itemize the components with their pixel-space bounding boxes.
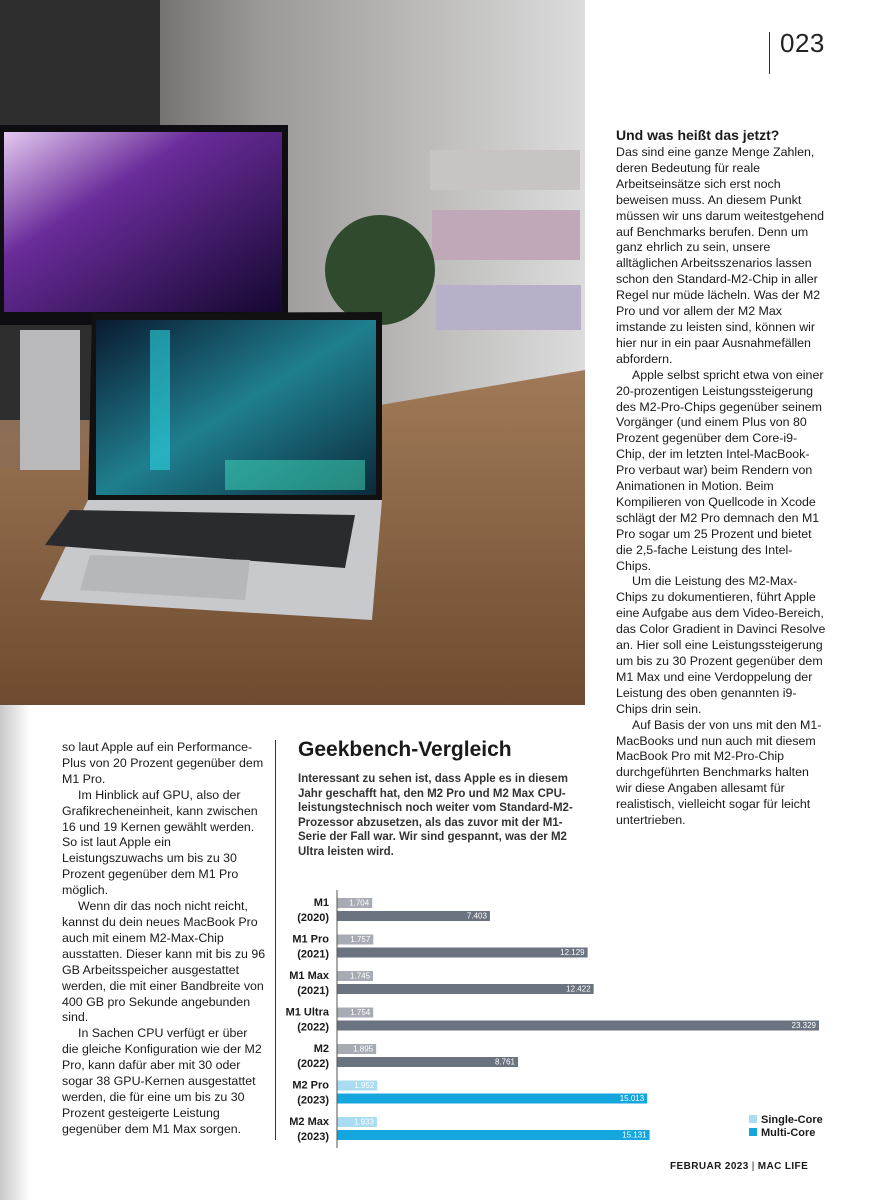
category-year: (2022) [297, 1058, 329, 1070]
multi-core-value: 12.422 [566, 984, 591, 994]
paragraph: Im Hinblick auf GPU, also der Grafikrecheneinheit, kann zwischen 16 und 19 Kernen gewählt werden. So ist laut Apple ein Leistungszuwachs um bis zu 30 Prozent gegenüber dem M1 Pro möglich. [62, 787, 258, 898]
category-year: (2023) [297, 1131, 329, 1143]
box-intro: Interessant zu sehen ist, dass Apple es in diesem Jahr geschafft hat, den M2 Pro und M2 Max CPU-leistungstechnisch noch weiter vom Standard-M2-Prozessor abzusetzen, als das zuvor mit der M1-Serie der Fall war. Wir sind gespannt, was der M2 Ultra leisten wird. [298, 773, 573, 858]
category-year: (2021) [297, 948, 329, 961]
multi-core-value: 8.761 [494, 1057, 516, 1067]
category-label: M1 [313, 897, 329, 909]
multi-core-bar [337, 1130, 650, 1140]
paragraph: In Sachen CPU verfügt er über die gleiche Konfiguration wie der M2 Pro, kann dafür aber mit 30 oder sogar 38 GPU-Kernen ausgestattet werden, die für eine um bis zu 30 Prozent gesteigerte Leistung gegenüber dem M1 Max sorgen. [62, 1026, 262, 1136]
single-core-value: 1.745 [350, 971, 371, 981]
category-label: M2 Pro [292, 1079, 329, 1092]
category-year: (2021) [297, 985, 329, 997]
multi-core-bar [337, 1021, 819, 1031]
legend-swatch-single [749, 1115, 757, 1123]
paragraph: Auf Basis der von uns mit den M1-MacBooks und nun auch mit diesem MacBook Pro mit M2-Pro-Chip durchgeführten Benchmarks halten wir diese Angaben allesamt für realistisch, vielleicht sogar für leicht untertrieben. [616, 717, 822, 828]
category-label: M1 Pro [292, 933, 329, 946]
macbook-photo-illustration [0, 0, 585, 705]
legend-label-multi: Multi-Core [761, 1127, 816, 1139]
multi-core-value: 7.403 [466, 911, 487, 921]
article-photo [0, 0, 585, 705]
multi-core-value: 23.329 [791, 1021, 816, 1030]
footer-magazine: MAC LIFE [757, 1161, 809, 1172]
single-core-value: 1.754 [350, 1008, 371, 1017]
category-year: (2023) [297, 1094, 329, 1107]
multi-core-bar [337, 984, 594, 994]
multi-core-value: 15.131 [622, 1130, 647, 1140]
legend-item-multi [749, 1127, 823, 1140]
category-year: (2022) [297, 1021, 329, 1034]
legend-swatch-multi [749, 1128, 757, 1136]
category-label: M2 Max [289, 1116, 329, 1128]
right-column [616, 126, 826, 829]
geekbench-chart [285, 890, 830, 1150]
multi-core-bar [337, 1057, 518, 1067]
legend-item-single [749, 1114, 823, 1127]
single-core-value: 1.952 [354, 1081, 375, 1090]
single-core-value: 1.895 [353, 1044, 374, 1054]
section-heading: Und was heißt das jetzt? [616, 127, 780, 143]
footer-issue: FEBRUAR 2023 [670, 1161, 749, 1172]
category-label: M1 Max [289, 970, 329, 982]
category-year: (2020) [297, 912, 329, 924]
chart-legend [749, 1114, 823, 1140]
single-core-value: 1.704 [349, 898, 370, 908]
paragraph: Wenn dir das noch nicht reicht, kannst du dein neues MacBook Pro auch mit einem M2-Max-Chip ausstatten. Dieser kann mit bis zu 96 GB Arbeitsspeicher ausgestattet werden, die mit einer Bandbreite von 400 GB pro Sekunde angebunden sind. [62, 899, 266, 1025]
page-number-divider [769, 32, 770, 74]
left-column [62, 740, 267, 1138]
page-footer [670, 1161, 808, 1172]
paragraph: Apple selbst spricht etwa von einer 20-prozentigen Leistungssteigerung des M2-Pro-Chips gegenüber seinem Vorgänger (und einem Plus von 80 Prozent gegenüber dem Core-i9-Chip, der im letzten Intel-MacBook-Pro verbaut war) beim Rendern von Animationen in Motion. Beim Kompilieren von Quellcode in Xcode schlägt der M2 Pro demnach den M1 Pro sogar um 25 Prozent und bietet die 2,5-fache Leistung des Intel-Chips. [616, 367, 824, 573]
paragraph: Das sind eine ganze Menge Zahlen, deren Bedeutung für reale Arbeitseinsätze sich erst noch beweisen muss. An diesem Punkt müssen wir uns darum weitestgehend auf Benchmarks berufen. Denn um ganz ehrlich zu sein, unsere alltäglichen Arbeitsszenarios lassen schon den Standard-M2-Chip in aller Regel nur müde lächeln. Was der M2 Pro und vor allem der M2 Max imstande zu leisten sind, können wir hier nur in ein paar Ausnahmefällen abfordern. [616, 145, 824, 366]
single-core-value: 1.933 [353, 1117, 374, 1127]
page-number: 023 [780, 28, 825, 58]
multi-core-value: 12.129 [560, 948, 585, 957]
paragraph: so laut Apple auf ein Performance-Plus von 20 Prozent gegenüber dem M1 Pro. [62, 740, 264, 786]
box-title: Geekbench-Vergleich [298, 738, 512, 761]
multi-core-value: 15.013 [619, 1094, 645, 1103]
single-core-value: 1.757 [350, 935, 371, 944]
paragraph: Um die Leistung des M2-Max-Chips zu dokumentieren, führt Apple eine Aufgabe aus dem Video-Bereich, das Color Gradient in Davinci Resolve an. Hier soll eine Leistungssteigerung um bis zu 30 Prozent gegenüber dem M1 Max und eine Verdoppelung der Leistung des oben genannten i9-Chips drin sein. [616, 574, 826, 716]
page-gutter-shadow [0, 705, 30, 1200]
category-label: M1 Ultra [285, 1006, 329, 1019]
multi-core-bar [337, 1094, 647, 1104]
footer-separator: | [751, 1161, 755, 1172]
column-divider [275, 740, 276, 1140]
legend-label-single: Single-Core [761, 1114, 823, 1126]
multi-core-bar [337, 948, 588, 958]
category-label: M2 [313, 1043, 329, 1055]
